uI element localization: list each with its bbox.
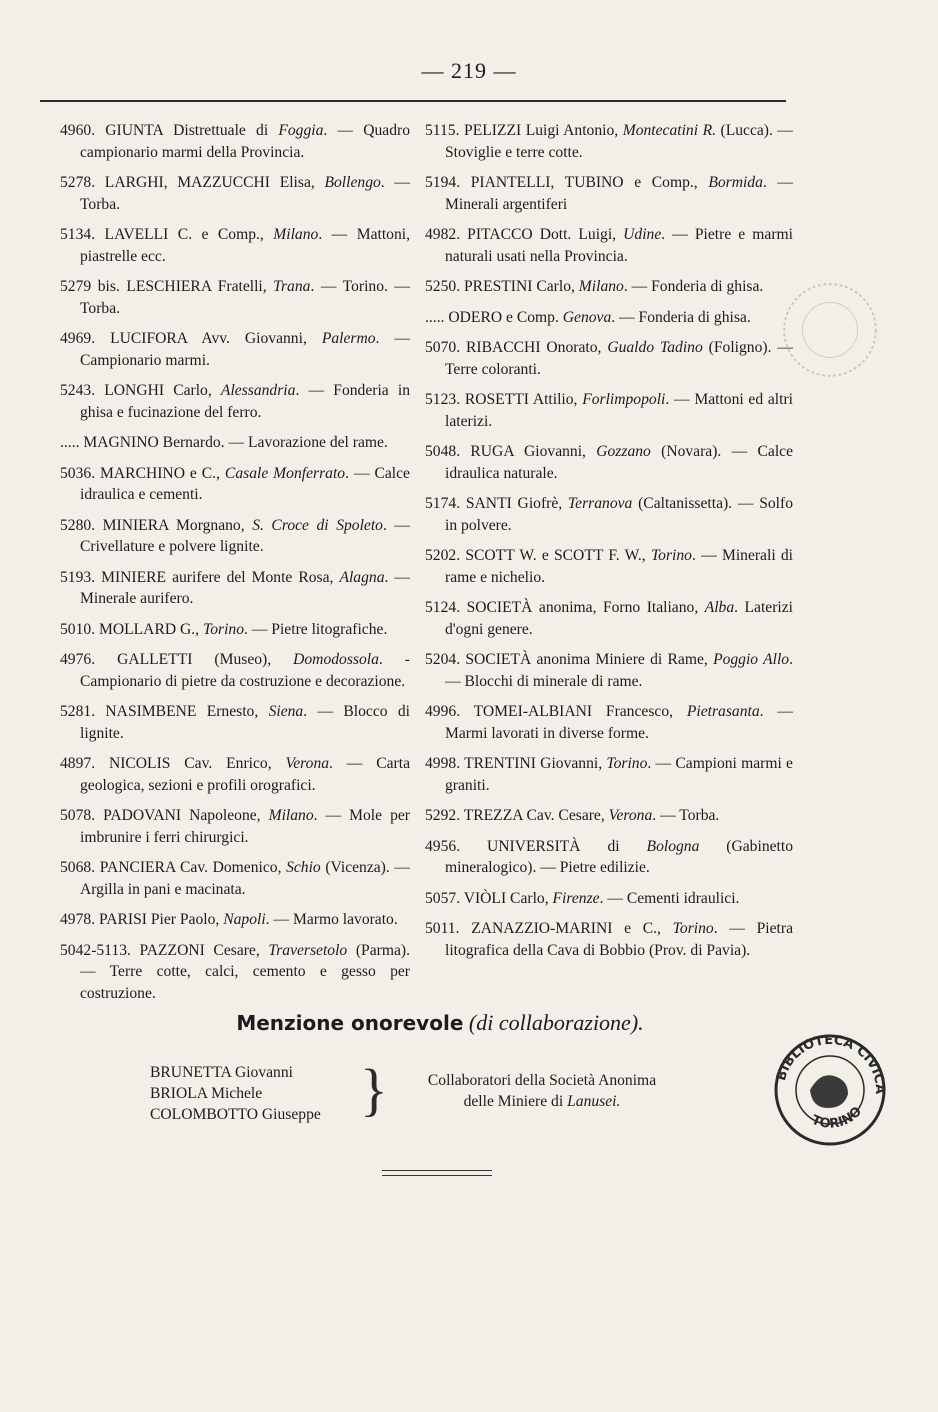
entry-number: 4978. [60,911,96,928]
catalog-entry [425,493,793,536]
catalog-entry [425,597,793,640]
footer-rule [382,1170,492,1171]
entry-name: MINIERE aurifere del Monte Rosa, [101,568,340,586]
entry-description: . — Pietre litografiche. [244,620,388,638]
entry-name: PELIZZI Luigi Antonio, [464,122,623,139]
left-column [60,120,410,1013]
entry-number: 5070. [425,339,461,356]
collaborator-name: BRUNETTA Giovanni [150,1064,293,1081]
entry-location: Forlimpopoli [582,391,666,408]
catalog-entry [60,276,410,319]
entry-location: Milano [273,226,319,243]
entry-name: PARISI Pier Paolo, [99,911,224,928]
entry-description: . — Mole per imbrunire i ferri chirurgici. [80,807,410,846]
entry-name: NASIMBENE Ernesto, [105,703,269,720]
entry-description: . Laterizi d'ogni genere. [445,599,794,638]
entry-location: Milano [578,278,624,295]
stamp-text-bottom: TORINO [809,1104,866,1132]
entry-location: Verona [608,807,653,824]
entry-name: LUCIFORA Avv. Giovanni, [110,330,322,347]
entry-description: . — Mattoni, piastrelle ecc. [80,226,410,265]
section-title [0,1010,880,1036]
catalog-entry [425,389,793,432]
entry-description: . — Marmi lavorati in diverse forme. [445,703,793,742]
entry-description: . — Quadro campionario marmi della Provincia. [80,122,410,161]
entry-description: (Lucca). — Stoviglie e terre cotte. [445,122,794,161]
entry-number: 5193. [60,568,96,586]
entry-name: SOCIETÀ anonima Miniere di Rame, [465,651,714,668]
entry-name: PITACCO Dott. Luigi, [467,226,624,243]
entry-name: MOLLARD G., [99,620,203,638]
catalog-entry [60,172,410,215]
collab-desc-prefix: delle Miniere di [463,1093,568,1110]
catalog-entry [60,567,410,610]
entry-description: . — Pietre e marmi naturali usati nella Provincia. [445,226,793,265]
entry-number: 5281. [60,703,96,720]
entry-number: 5250. [425,278,461,295]
entry-name: RUGA Giovanni, [470,443,597,460]
entry-location: Alessandria [220,382,296,399]
entry-name: TOMEI-ALBIANI Francesco, [473,703,687,720]
faded-stamp-icon [775,275,885,385]
section-title-main: Menzione onorevole [236,1011,464,1035]
entry-description: . — Minerali di rame e nichelio. [445,547,794,586]
entry-number: 5194. [425,174,461,191]
entry-number: 5078. [60,807,96,824]
entry-name: PRESTINI Carlo, [464,278,579,295]
entry-number: 5115. [425,122,460,139]
entry-location: Foggia [278,122,324,139]
entry-name: UNIVERSITÀ di [487,837,647,855]
entry-name: MINIERA Morgnano, [102,516,253,534]
entry-name: GALLETTI (Museo), [117,651,294,668]
entry-number: 5243. [60,382,96,399]
entry-description: . — Campionario marmi. [80,330,411,369]
catalog-entry [425,276,793,298]
catalog-entry [60,380,410,423]
entry-number: 5202. [425,547,461,564]
entry-location: Casale Monferrato [224,464,346,482]
catalog-entry [60,463,410,506]
entry-number: 5042-5113. [60,941,131,959]
entry-name: GIUNTA Distrettuale di [105,122,279,139]
entry-number: 5123. [425,391,461,408]
catalog-entry [60,857,410,900]
library-stamp-icon [770,1030,890,1150]
entry-number: 5036. [60,464,96,482]
entry-description: . — Calce idraulica e cementi. [80,464,410,503]
entry-name: PANCIERA Cav. Domenico, [99,859,287,876]
collaborator-name: COLOMBOTTO Giuseppe [150,1106,321,1123]
entry-number: ..... [425,308,445,326]
entry-location: Siena [268,703,304,720]
entry-location: Domodossola [293,651,379,668]
catalog-entry [60,328,410,371]
entry-location: Pietrasanta [686,703,760,720]
entry-name: RIBACCHI Onorato, [466,339,608,356]
entry-description: . — Torba. [80,174,410,213]
entry-description: (Foligno). — Terre coloranti. [445,339,793,378]
entry-name: MARCHINO e C., [100,464,225,482]
brace-icon: } [360,1057,388,1122]
entry-description: . — Mattoni ed altri laterizi. [445,391,794,430]
entry-description: — Lavorazione del rame. [228,434,388,451]
entry-description: . — Torino. — Torba. [80,278,411,317]
entry-number: 5057. [425,889,461,907]
entry-location: S. Croce di Spoleto [252,516,383,534]
collab-desc-loc: Lanusei. [567,1093,621,1110]
entry-name: TRENTINI Giovanni, [464,755,607,772]
entry-name: ROSETTI Attilio, [464,391,583,408]
entry-name: TREZZA Cav. Cesare, [463,807,609,824]
entry-description: . — Carta geologica, sezioni e profili orografici. [80,755,410,794]
entry-description: . — Campioni marmi e graniti. [445,755,793,794]
entry-number: 5010. [60,620,96,638]
entry-location: Udine [623,226,662,243]
entry-location: Verona [285,755,330,772]
entry-number: 5292. [425,807,461,824]
entry-location: Gozzano [596,443,651,460]
header-rule [40,100,786,102]
entry-number: 5280. [60,516,96,534]
entry-location: Montecatini R. [622,122,716,139]
entry-number: 5174. [425,495,461,512]
entry-description: . — Cementi idraulici. [599,889,740,907]
catalog-entry [425,307,793,329]
entry-number: 5011. [425,920,460,937]
entry-number: 4998. [425,755,461,772]
entry-name: NICOLIS Cav. Enrico, [108,755,286,772]
entry-location: Napoli [223,911,266,928]
entry-location: Firenze [552,889,600,907]
entry-number: 4960. [60,122,96,139]
collab-desc-line2 [382,1091,702,1112]
catalog-entry [425,441,793,484]
entry-location: Traversetolo [268,941,348,959]
entry-number: 5134. [60,226,96,243]
entry-number: 4976. [60,651,96,668]
collab-desc-line1: Collaboratori della Società Anonima [427,1072,657,1089]
catalog-entry [60,619,410,641]
entry-description: . - Campionario di pietre da costruzione e decorazione. [80,651,410,690]
catalog-entry [425,649,793,692]
entry-description: . — Torba. [652,807,720,824]
entry-description: (Vicenza). — Argilla in pani e macinata. [80,859,410,898]
catalog-entry [425,224,793,267]
entry-description: . — Blocchi di minerale di rame. [445,651,793,690]
entry-name: ZANAZZIO-MARINI e C., [471,920,673,937]
entry-location: Bologna [646,837,700,855]
entry-description: . — Fonderia di ghisa. [623,278,764,295]
catalog-entry [60,940,410,1005]
entry-number: 5204. [425,651,461,668]
catalog-entry [60,432,410,454]
entry-name: LESCHIERA Fratelli, [126,278,274,295]
entry-description: . — Marmo lavorato. [265,911,398,928]
footer-rule-second [382,1175,492,1176]
svg-text:TORINO [809,1104,865,1132]
catalog-entry [425,836,793,879]
entry-location: Gualdo Tadino [607,339,703,356]
collaborator-description [382,1070,702,1112]
catalog-entry [425,172,793,215]
entry-name: ODERO e Comp. [448,308,563,326]
catalog-entry [425,753,793,796]
entry-location: Trana [273,278,311,295]
entry-name: MAGNINO Bernardo. [83,434,229,451]
entry-description: (Novara). — Calce idraulica naturale. [445,443,793,482]
entry-description: . — Minerale aurifero. [80,568,411,607]
catalog-entry [60,805,410,848]
entry-number: 5048. [425,443,461,460]
entry-name: LARGHI, MAZZUCCHI Elisa, [104,174,325,191]
entry-number: ..... [60,434,80,451]
entry-number: 5068. [60,859,96,876]
catalog-entry [60,753,410,796]
entry-description: . — Blocco di lignite. [80,703,410,742]
catalog-entry [60,120,410,163]
entry-name: VIÒLI Carlo, [463,889,553,907]
catalog-entry [425,888,793,910]
entry-location: Alba [704,599,735,616]
entry-name: LAVELLI C. e Comp., [104,226,274,243]
entry-location: Bollengo [324,174,381,191]
entry-name: SCOTT W. e SCOTT F. W., [465,547,651,564]
entry-location: Bormida [708,174,763,191]
entry-location: Torino [650,547,692,564]
entry-number: 4969. [60,330,96,347]
entry-description: (Gabinetto mineralogico). — Pietre edilizie. [445,837,793,876]
entry-number: 5124. [425,599,461,616]
entry-location: Alagna [339,568,385,586]
entry-description: . — Crivellature e polvere lignite. [80,516,411,555]
section-title-sub: (di collaborazione). [468,1010,644,1035]
entry-location: Torino [672,920,714,937]
catalog-entry [425,805,793,827]
entry-number: 4996. [425,703,461,720]
entry-description: . — Pietra litografica della Cava di Bobbio (Prov. di Pavia). [445,920,794,959]
entry-name: PIANTELLI, TUBINO e Comp., [470,174,709,191]
right-column [425,120,793,970]
entry-number: 4982. [425,226,461,243]
entry-location: Torino [606,755,648,772]
entry-name: PAZZONI Cesare, [139,941,269,959]
entry-number: 4956. [425,837,461,855]
catalog-entry [425,120,793,163]
entry-location: Genova [562,308,612,326]
catalog-entry [60,224,410,267]
entry-description: (Parma). — Terre cotte, calci, cemento e gesso per costruzione. [80,941,410,1002]
catalog-entry [425,545,793,588]
catalog-entry [60,909,410,931]
page-number: — 219 — [421,58,517,83]
entry-description: . — Fonderia di ghisa. [611,308,751,326]
catalog-entry [425,337,793,380]
entry-description: . — Fonderia in ghisa e fucinazione del ferro. [80,382,410,421]
entry-name: PADOVANI Napoleone, [103,807,269,824]
collaborator-name: BRIOLA Michele [150,1085,263,1102]
entry-name: SOCIETÀ anonima, Forno Italiano, [466,599,705,616]
entry-location: Schio [286,859,321,876]
entry-location: Palermo [321,330,376,347]
entry-number: 5278. [60,174,96,191]
catalog-entry [60,649,410,692]
collaborator-names [150,1057,388,1125]
entry-number: 4897. [60,755,96,772]
entry-location: Terranova [567,495,633,512]
entry-name: LONGHI Carlo, [104,382,221,399]
entry-location: Torino [202,620,245,638]
catalog-entry [425,701,793,744]
catalog-entry [60,515,410,558]
entry-description: . — Minerali argentiferi [445,174,794,213]
entry-name: SANTI Giofrè, [465,495,568,512]
entry-number: 5279 bis. [60,278,120,295]
catalog-entry [60,701,410,744]
catalog-entry [425,918,793,961]
entry-description: (Caltanissetta). — Solfo in polvere. [445,495,793,534]
entry-location: Poggio Allo [713,651,790,668]
stamp-text-top: BIBLIOTECA CIVICA [774,1032,888,1095]
entry-location: Milano [268,807,314,824]
